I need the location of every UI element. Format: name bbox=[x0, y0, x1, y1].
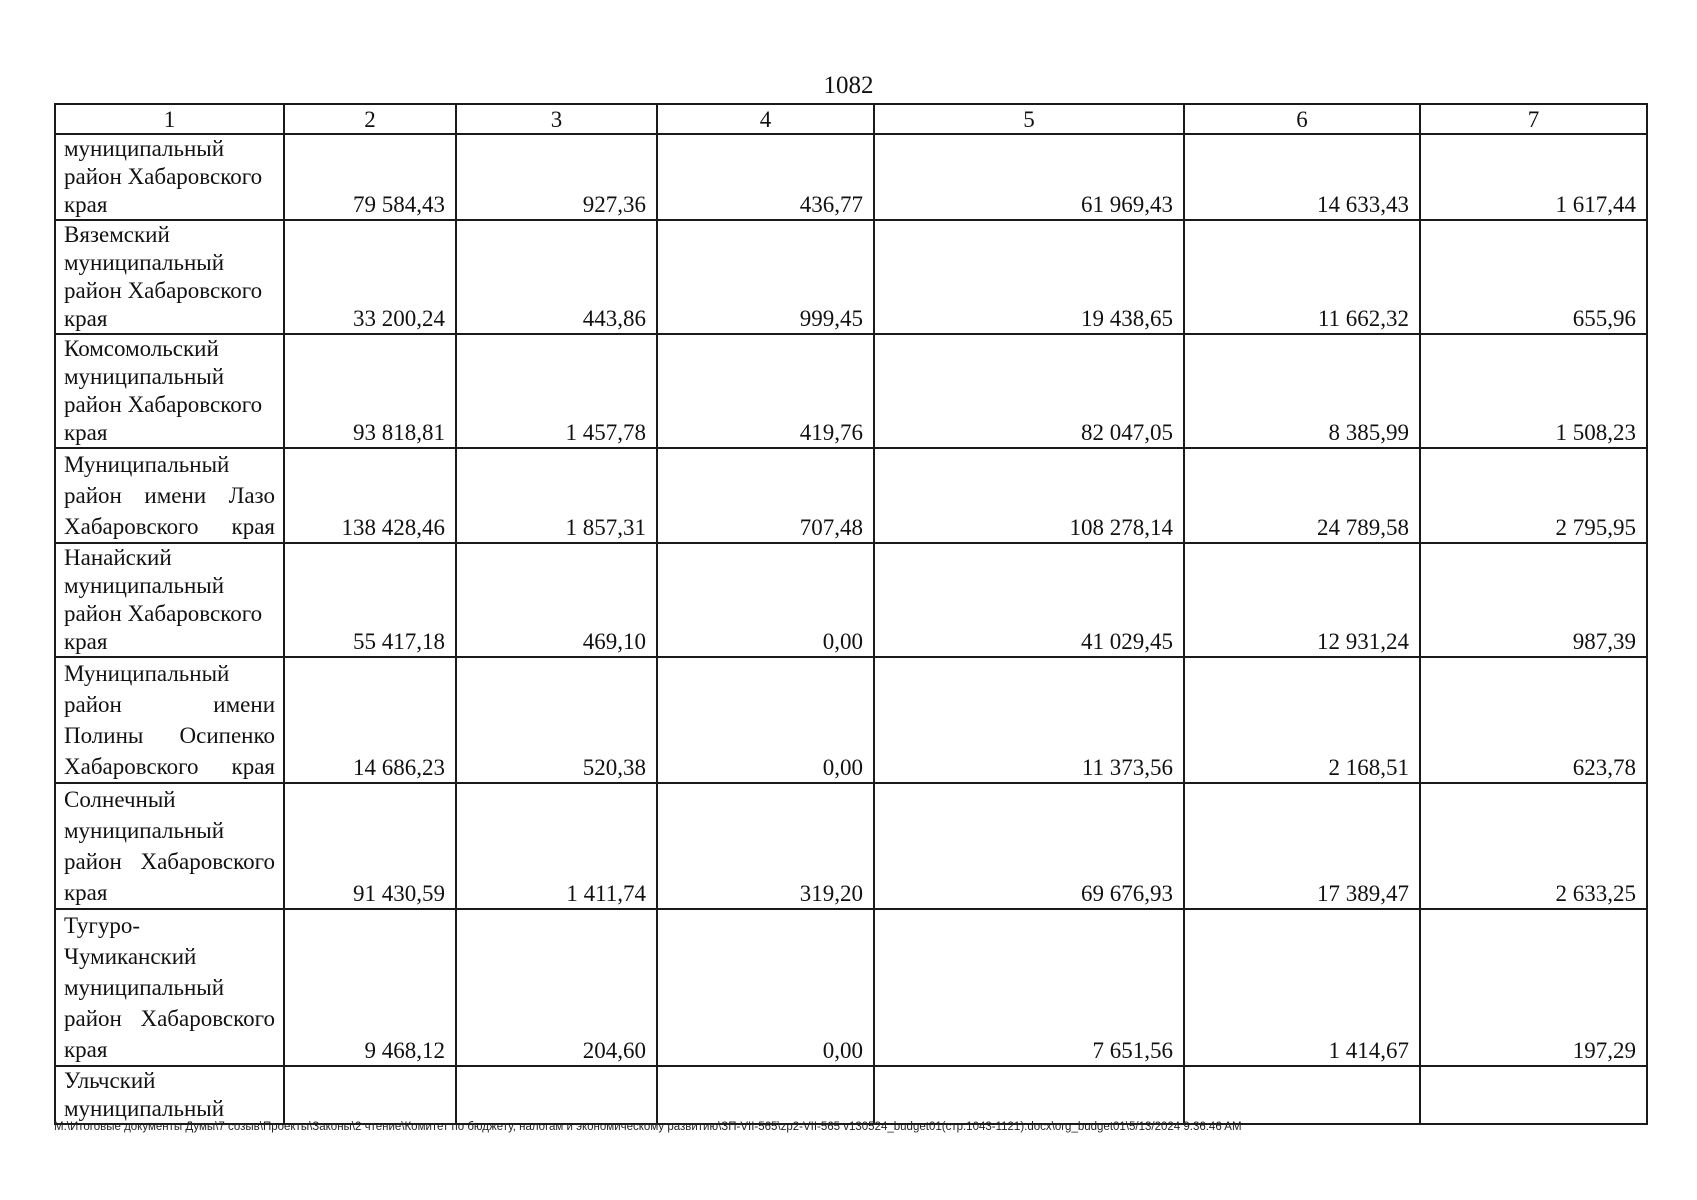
value-col-2 bbox=[284, 1066, 456, 1124]
value-col-7: 623,78 bbox=[1420, 657, 1647, 783]
value-col-6: 14 633,43 bbox=[1184, 134, 1420, 220]
table-row bbox=[55, 448, 1647, 543]
value-col-2: 93 818,81 bbox=[284, 334, 456, 448]
table-header-row bbox=[55, 104, 1647, 134]
value-col-5: 7 651,56 bbox=[874, 909, 1184, 1066]
value-col-3: 927,36 bbox=[456, 134, 657, 220]
value-col-3: 204,60 bbox=[456, 909, 657, 1066]
document-path-footer: M:\Итоговые документы Думы\7 созыв\Проекты\Законы\2 чтение\Комитет по бюджету, налогам и экономическому развитию\ЗП-VII-565\zp2-VII-565 v130524_budget01(стр.1043-1121).docx\org_budget01\5/13/2024 9:36:46 AM bbox=[54, 1121, 1242, 1133]
value-col-5: 41 029,45 bbox=[874, 543, 1184, 657]
value-col-6 bbox=[1184, 1066, 1420, 1124]
value-col-5 bbox=[874, 1066, 1184, 1124]
value-col-7: 987,39 bbox=[1420, 543, 1647, 657]
value-col-4: 707,48 bbox=[657, 448, 874, 543]
column-header-1: 1 bbox=[55, 104, 284, 134]
value-col-5: 61 969,43 bbox=[874, 134, 1184, 220]
value-col-3: 1 857,31 bbox=[456, 448, 657, 543]
value-col-7: 2 633,25 bbox=[1420, 783, 1647, 909]
table-row bbox=[55, 657, 1647, 783]
value-col-4: 0,00 bbox=[657, 657, 874, 783]
value-col-5: 82 047,05 bbox=[874, 334, 1184, 448]
table-row bbox=[55, 909, 1647, 1066]
district-name: Ульчский муниципальный bbox=[55, 1066, 284, 1124]
value-col-6: 24 789,58 bbox=[1184, 448, 1420, 543]
value-col-2: 91 430,59 bbox=[284, 783, 456, 909]
table-row bbox=[55, 220, 1647, 334]
column-header-5: 5 bbox=[874, 104, 1184, 134]
value-col-5: 19 438,65 bbox=[874, 220, 1184, 334]
value-col-6: 1 414,67 bbox=[1184, 909, 1420, 1066]
table-row bbox=[55, 134, 1647, 220]
value-col-4: 319,20 bbox=[657, 783, 874, 909]
value-col-2: 14 686,23 bbox=[284, 657, 456, 783]
district-name: Вяземский муниципальный район Хабаровского края bbox=[55, 220, 284, 334]
value-col-5: 108 278,14 bbox=[874, 448, 1184, 543]
value-col-2: 138 428,46 bbox=[284, 448, 456, 543]
value-col-6: 12 931,24 bbox=[1184, 543, 1420, 657]
table-row bbox=[55, 783, 1647, 909]
column-header-6: 6 bbox=[1184, 104, 1420, 134]
column-header-7: 7 bbox=[1420, 104, 1647, 134]
value-col-4: 0,00 bbox=[657, 543, 874, 657]
value-col-6: 11 662,32 bbox=[1184, 220, 1420, 334]
district-name: Нанайский муниципальный район Хабаровского края bbox=[55, 543, 284, 657]
value-col-3: 520,38 bbox=[456, 657, 657, 783]
value-col-7: 655,96 bbox=[1420, 220, 1647, 334]
value-col-3: 1 411,74 bbox=[456, 783, 657, 909]
value-col-2: 33 200,24 bbox=[284, 220, 456, 334]
district-name: Муниципальный район имени Полины Осипенко Хабаровского края bbox=[55, 657, 284, 783]
value-col-6: 8 385,99 bbox=[1184, 334, 1420, 448]
page-number: 1082 bbox=[823, 72, 874, 99]
value-col-2: 55 417,18 bbox=[284, 543, 456, 657]
value-col-7: 197,29 bbox=[1420, 909, 1647, 1066]
district-name: муниципальный район Хабаровского края bbox=[55, 134, 284, 220]
column-header-4: 4 bbox=[657, 104, 874, 134]
value-col-3 bbox=[456, 1066, 657, 1124]
value-col-2: 79 584,43 bbox=[284, 134, 456, 220]
value-col-3: 469,10 bbox=[456, 543, 657, 657]
value-col-4: 0,00 bbox=[657, 909, 874, 1066]
district-name: Муниципальный район имени Лазо Хабаровского края bbox=[55, 448, 284, 543]
value-col-5: 11 373,56 bbox=[874, 657, 1184, 783]
value-col-3: 1 457,78 bbox=[456, 334, 657, 448]
value-col-7: 2 795,95 bbox=[1420, 448, 1647, 543]
value-col-7: 1 508,23 bbox=[1420, 334, 1647, 448]
table-row bbox=[55, 1066, 1647, 1124]
district-name: Комсомольский муниципальный район Хабаровского края bbox=[55, 334, 284, 448]
table-row bbox=[55, 334, 1647, 448]
value-col-3: 443,86 bbox=[456, 220, 657, 334]
value-col-4: 436,77 bbox=[657, 134, 874, 220]
column-header-2: 2 bbox=[284, 104, 456, 134]
value-col-2: 9 468,12 bbox=[284, 909, 456, 1066]
value-col-5: 69 676,93 bbox=[874, 783, 1184, 909]
value-col-7: 1 617,44 bbox=[1420, 134, 1647, 220]
value-col-4: 419,76 bbox=[657, 334, 874, 448]
district-name: Солнечный муниципальный район Хабаровского края bbox=[55, 783, 284, 909]
value-col-4: 999,45 bbox=[657, 220, 874, 334]
value-col-6: 17 389,47 bbox=[1184, 783, 1420, 909]
value-col-4 bbox=[657, 1066, 874, 1124]
value-col-6: 2 168,51 bbox=[1184, 657, 1420, 783]
budget-table bbox=[54, 103, 1648, 1125]
value-col-7 bbox=[1420, 1066, 1647, 1124]
table-row bbox=[55, 543, 1647, 657]
district-name: Тугуро- Чумиканский муниципальный район Хабаровского края bbox=[55, 909, 284, 1066]
column-header-3: 3 bbox=[456, 104, 657, 134]
